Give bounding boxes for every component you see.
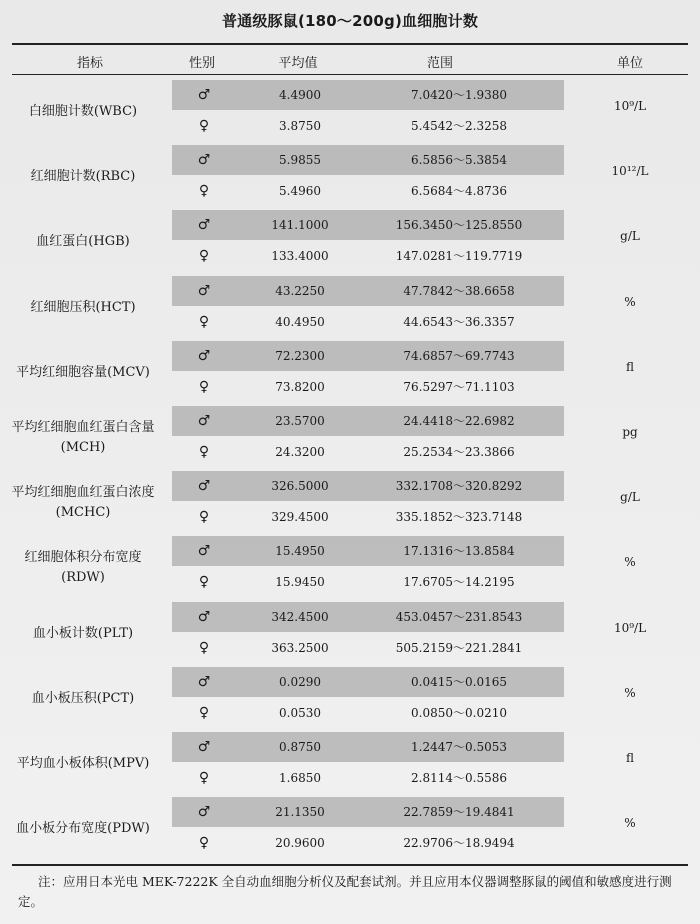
male-sex-symbol: ♂ bbox=[197, 282, 211, 299]
table-top-rule bbox=[12, 43, 688, 45]
unit-label: % bbox=[624, 816, 636, 831]
female-range-value: 44.6543～36.3357 bbox=[403, 314, 515, 329]
indicator-name: 平均血小板体积(MPV) bbox=[16, 756, 150, 771]
male-sex-symbol: ♂ bbox=[197, 673, 211, 690]
male-sex-symbol: ♂ bbox=[197, 87, 211, 103]
unit-label: % bbox=[624, 685, 636, 700]
male-mean-value: 4.4900 bbox=[279, 88, 321, 102]
male-sex-symbol: ♂ bbox=[197, 543, 211, 560]
unit-label: % bbox=[624, 294, 636, 309]
male-range-value: 74.6857～69.7743 bbox=[403, 348, 515, 363]
female-range-value: 17.6705～14.2195 bbox=[403, 575, 515, 590]
male-sex-symbol: ♂ bbox=[197, 413, 211, 429]
indicator-name: 平均红细胞血红蛋白浓度(MCHC) bbox=[11, 485, 155, 521]
female-range-value: 147.0281～119.7719 bbox=[395, 249, 523, 264]
female-range-value: 25.2534～23.3866 bbox=[403, 445, 515, 459]
male-mean-value: 0.0290 bbox=[279, 674, 321, 689]
male-sex-symbol: ♂ bbox=[197, 478, 211, 495]
male-sex-symbol: ♂ bbox=[197, 804, 211, 821]
female-mean-value: 0.0530 bbox=[279, 705, 321, 720]
male-mean-value: 0.8750 bbox=[279, 740, 321, 754]
female-mean-value: 133.4000 bbox=[271, 249, 329, 264]
male-range-value: 24.4418～22.6982 bbox=[403, 414, 515, 428]
male-range-value: 156.3450～125.8550 bbox=[395, 218, 523, 233]
female-sex-symbol: ♀ bbox=[198, 574, 210, 591]
male-range-value: 1.2447～0.5053 bbox=[411, 740, 507, 754]
female-mean-value: 363.2500 bbox=[271, 640, 329, 655]
female-sex-symbol: ♀ bbox=[198, 378, 210, 395]
header-sex: 性别 bbox=[188, 56, 215, 71]
table-title: 普通级豚鼠(180～200g)血细胞计数 bbox=[221, 12, 479, 30]
unit-label: fl bbox=[625, 751, 634, 765]
male-sex-symbol: ♂ bbox=[197, 347, 211, 364]
unit-label: 10⁹/L bbox=[613, 99, 647, 113]
male-mean-value: 141.1000 bbox=[271, 218, 329, 233]
indicator-name: 平均红细胞血红蛋白含量(MCH) bbox=[11, 420, 155, 455]
male-range-value: 7.0420～1.9380 bbox=[411, 88, 507, 102]
male-sex-symbol: ♂ bbox=[197, 608, 211, 625]
indicator-name: 红细胞计数(RBC) bbox=[30, 169, 136, 185]
female-mean-value: 20.9600 bbox=[275, 836, 325, 851]
male-mean-value: 21.1350 bbox=[275, 805, 325, 820]
header-range: 范围 bbox=[426, 56, 453, 71]
female-sex-symbol: ♀ bbox=[198, 183, 210, 200]
male-mean-value: 15.4950 bbox=[275, 544, 325, 559]
female-range-value: 6.5684～4.8736 bbox=[411, 184, 507, 199]
female-mean-value: 3.8750 bbox=[279, 119, 321, 133]
female-range-value: 5.4542～2.3258 bbox=[411, 119, 507, 133]
indicator-name: 血小板计数(PLT) bbox=[32, 625, 134, 641]
male-range-value: 332.1708～320.8292 bbox=[395, 479, 523, 494]
header-indicator: 指标 bbox=[76, 56, 103, 71]
header-mean: 平均值 bbox=[278, 56, 318, 71]
header-unit: 单位 bbox=[616, 56, 643, 71]
unit-label: pg bbox=[622, 425, 638, 439]
female-mean-value: 1.6850 bbox=[279, 771, 321, 785]
female-mean-value: 15.9450 bbox=[275, 575, 325, 590]
indicator-name: 红细胞压积(HCT) bbox=[30, 299, 136, 315]
indicator-name: 红细胞体积分布宽度(RDW) bbox=[24, 550, 142, 586]
male-range-value: 453.0457～231.8543 bbox=[395, 609, 523, 624]
male-sex-symbol: ♂ bbox=[197, 739, 211, 755]
table-bottom-rule bbox=[12, 864, 688, 866]
unit-label: 10⁹/L bbox=[613, 620, 647, 635]
unit-label: 10¹²/L bbox=[611, 164, 649, 179]
female-sex-symbol: ♀ bbox=[198, 313, 210, 330]
female-range-value: 335.1852～323.7148 bbox=[395, 510, 523, 525]
female-sex-symbol: ♀ bbox=[198, 639, 210, 656]
female-sex-symbol: ♀ bbox=[198, 509, 210, 526]
unit-label: % bbox=[624, 555, 636, 570]
male-range-value: 0.0415～0.0165 bbox=[411, 674, 507, 689]
male-mean-value: 72.2300 bbox=[275, 348, 325, 363]
female-sex-symbol: ♀ bbox=[198, 444, 210, 460]
female-range-value: 0.0850～0.0210 bbox=[411, 705, 507, 720]
female-sex-symbol: ♀ bbox=[198, 704, 210, 721]
female-sex-symbol: ♀ bbox=[198, 248, 210, 265]
female-sex-symbol: ♀ bbox=[198, 770, 210, 786]
female-mean-value: 329.4500 bbox=[271, 510, 329, 525]
female-range-value: 2.8114～0.5586 bbox=[411, 771, 507, 785]
female-mean-value: 73.8200 bbox=[275, 379, 325, 394]
indicator-name: 血小板分布宽度(PDW) bbox=[16, 821, 150, 837]
male-range-value: 6.5856～5.3854 bbox=[411, 153, 507, 168]
table-header-rule bbox=[12, 74, 688, 75]
male-mean-value: 342.4500 bbox=[271, 609, 329, 624]
male-range-value: 47.7842～38.6658 bbox=[403, 283, 515, 298]
female-mean-value: 40.4950 bbox=[275, 314, 325, 329]
table-footnote: 注：应用日本光电 MEK-7222K 全自动血细胞分析仪及配套试剂。并且应用本仪器调整豚鼠的阈值和敏感度进行测定。 bbox=[18, 874, 672, 909]
male-mean-value: 43.2250 bbox=[275, 283, 325, 298]
female-mean-value: 24.3200 bbox=[275, 445, 325, 459]
male-sex-symbol: ♂ bbox=[197, 152, 211, 169]
unit-label: g/L bbox=[620, 490, 640, 505]
unit-label: fl bbox=[625, 359, 634, 374]
male-sex-symbol: ♂ bbox=[197, 217, 211, 234]
male-range-value: 17.1316～13.8584 bbox=[403, 544, 515, 559]
indicator-name: 平均红细胞容量(MCV) bbox=[16, 364, 150, 380]
male-mean-value: 5.9855 bbox=[279, 153, 321, 168]
female-mean-value: 5.4960 bbox=[279, 184, 321, 199]
male-mean-value: 23.5700 bbox=[275, 414, 325, 428]
female-range-value: 505.2159～221.2841 bbox=[395, 640, 523, 655]
male-range-value: 22.7859～19.4841 bbox=[403, 805, 515, 820]
indicator-name: 白细胞计数(WBC) bbox=[28, 104, 138, 119]
female-sex-symbol: ♀ bbox=[198, 835, 210, 852]
female-range-value: 22.9706～18.9494 bbox=[403, 836, 515, 851]
female-sex-symbol: ♀ bbox=[198, 118, 210, 134]
male-mean-value: 326.5000 bbox=[271, 479, 329, 494]
unit-label: g/L bbox=[620, 229, 640, 244]
indicator-name: 血红蛋白(HGB) bbox=[36, 234, 130, 250]
indicator-name: 血小板压积(PCT) bbox=[31, 690, 135, 706]
female-range-value: 76.5297～71.1103 bbox=[403, 379, 515, 394]
